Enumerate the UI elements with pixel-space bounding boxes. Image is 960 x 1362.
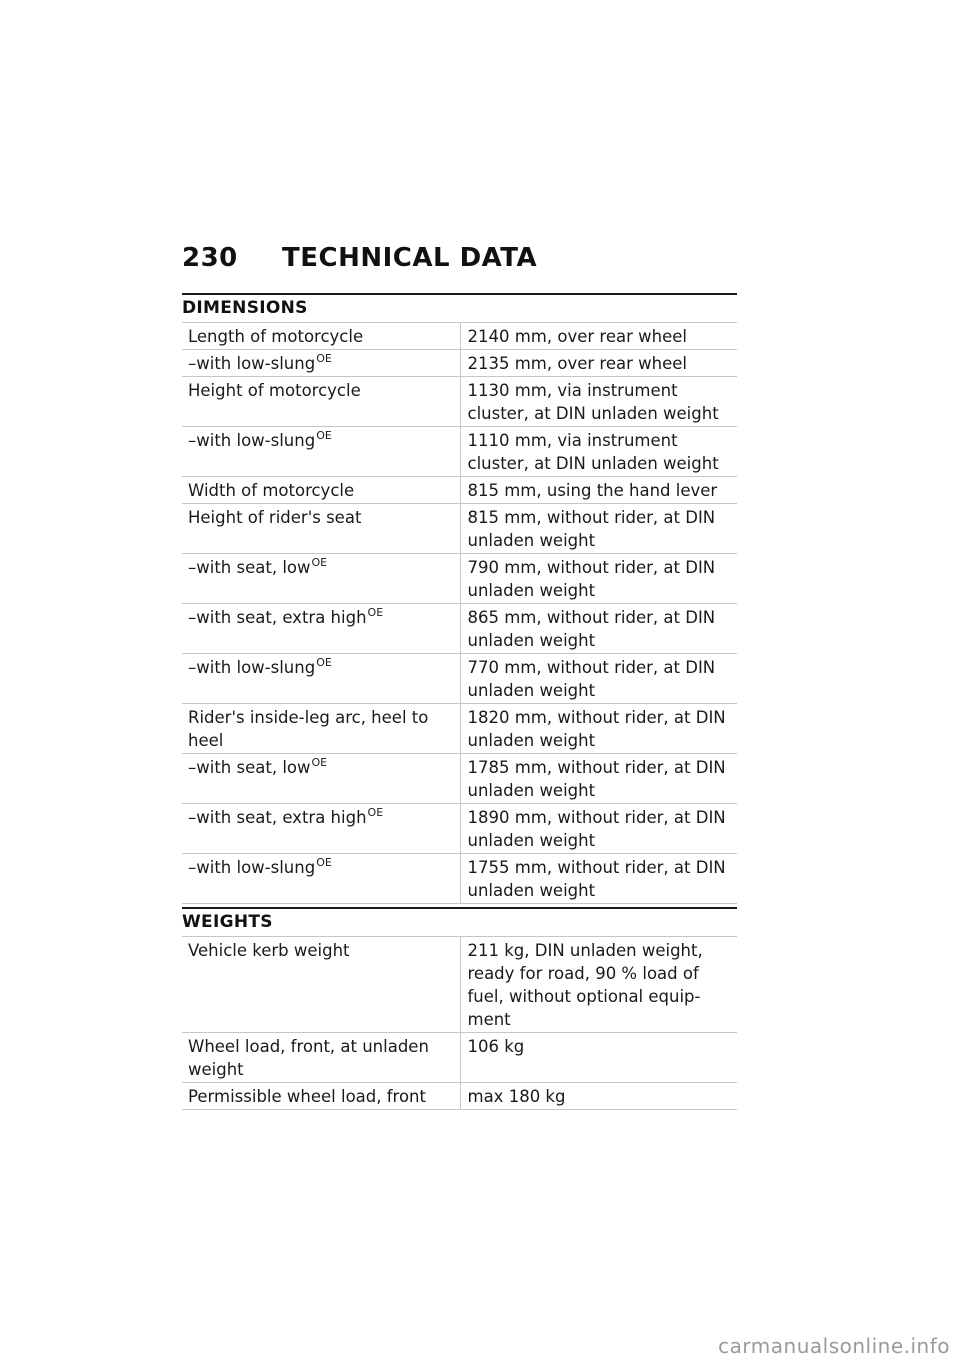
table-row bbox=[182, 604, 737, 654]
spec-value: 1890 mm, without rider, at DIN unladen weight bbox=[460, 804, 737, 854]
table-row bbox=[182, 427, 737, 477]
spec-label: –with seat, extra high bbox=[188, 608, 367, 627]
spec-value: 1110 mm, via instrument cluster, at DIN unladen weight bbox=[460, 427, 737, 477]
optional-equipment-marker: OE bbox=[316, 656, 332, 669]
optional-equipment-marker: OE bbox=[367, 806, 384, 819]
weights-section bbox=[182, 907, 737, 1110]
page-header bbox=[182, 243, 742, 279]
spec-label: –with low-slung bbox=[188, 431, 316, 450]
table-row bbox=[182, 477, 737, 504]
optional-equipment-marker: OE bbox=[367, 606, 384, 619]
spec-label-cell bbox=[182, 754, 460, 804]
optional-equipment-marker: OE bbox=[311, 556, 328, 569]
spec-label-cell bbox=[182, 1083, 460, 1110]
spec-label: –with low-slung bbox=[188, 858, 316, 877]
watermark: carmanualsonline.info bbox=[718, 1334, 950, 1358]
table-row bbox=[182, 704, 737, 754]
spec-value: 1755 mm, without rider, at DIN unladen weight bbox=[460, 854, 737, 904]
spec-label-cell bbox=[182, 377, 460, 427]
spec-value: 790 mm, without rider, at DIN unladen weight bbox=[460, 554, 737, 604]
spec-label-cell bbox=[182, 350, 460, 377]
table-row bbox=[182, 654, 737, 704]
table-row bbox=[182, 554, 737, 604]
spec-value: 2140 mm, over rear wheel bbox=[460, 323, 737, 350]
spec-value: 1820 mm, without rider, at DIN unladen weight bbox=[460, 704, 737, 754]
spec-value: max 180 kg bbox=[460, 1083, 737, 1110]
spec-value: 770 mm, without rider, at DIN unladen weight bbox=[460, 654, 737, 704]
spec-value: 106 kg bbox=[460, 1033, 737, 1083]
spec-label: Rider's inside-leg arc, heel to heel bbox=[188, 708, 429, 750]
spec-label-cell bbox=[182, 604, 460, 654]
spec-value: 815 mm, using the hand lever bbox=[460, 477, 737, 504]
table-row bbox=[182, 323, 737, 350]
spec-label-cell bbox=[182, 323, 460, 350]
table-row bbox=[182, 854, 737, 904]
table-row bbox=[182, 1083, 737, 1110]
spec-value: 2135 mm, over rear wheel bbox=[460, 350, 737, 377]
spec-label: –with low-slung bbox=[188, 658, 316, 677]
chapter-title: TECHNICAL DATA bbox=[282, 243, 538, 273]
optional-equipment-marker: OE bbox=[316, 429, 332, 442]
spec-label-cell bbox=[182, 504, 460, 554]
table-row bbox=[182, 1033, 737, 1083]
section-title-weights: WEIGHTS bbox=[182, 907, 737, 936]
dimensions-table bbox=[182, 322, 737, 904]
spec-label-cell bbox=[182, 704, 460, 754]
weights-table bbox=[182, 936, 737, 1110]
spec-label: Length of motorcycle bbox=[188, 327, 364, 346]
spec-value: 1785 mm, without rider, at DIN unladen weight bbox=[460, 754, 737, 804]
spec-value: 1130 mm, via instrument cluster, at DIN unladen weight bbox=[460, 377, 737, 427]
table-row bbox=[182, 754, 737, 804]
spec-label: –with seat, low bbox=[188, 558, 311, 577]
spec-label-cell bbox=[182, 477, 460, 504]
spec-label: Height of rider's seat bbox=[188, 508, 362, 527]
section-title-dimensions: DIMENSIONS bbox=[182, 293, 737, 322]
table-row bbox=[182, 504, 737, 554]
spec-value: 211 kg, DIN unladen weight, ready for road, 90 % load of fuel, without optional equip-ment bbox=[460, 937, 737, 1033]
spec-label-cell bbox=[182, 937, 460, 1033]
dimensions-table-body bbox=[182, 323, 737, 904]
spec-label: Vehicle kerb weight bbox=[188, 941, 350, 960]
optional-equipment-marker: OE bbox=[316, 856, 332, 869]
spec-label: Height of motorcycle bbox=[188, 381, 361, 400]
table-row bbox=[182, 937, 737, 1033]
optional-equipment-marker: OE bbox=[311, 756, 328, 769]
spec-label-cell bbox=[182, 854, 460, 904]
table-row bbox=[182, 377, 737, 427]
spec-label: –with seat, low bbox=[188, 758, 311, 777]
spec-label-cell bbox=[182, 654, 460, 704]
spec-label: Permissible wheel load, front bbox=[188, 1087, 426, 1106]
spec-label: Wheel load, front, at unladen weight bbox=[188, 1037, 429, 1079]
optional-equipment-marker: OE bbox=[316, 352, 332, 365]
spec-value: 815 mm, without rider, at DIN unladen weight bbox=[460, 504, 737, 554]
spec-label-cell bbox=[182, 1033, 460, 1083]
table-row bbox=[182, 804, 737, 854]
spec-label: –with seat, extra high bbox=[188, 808, 367, 827]
dimensions-section bbox=[182, 293, 737, 904]
spec-label-cell bbox=[182, 804, 460, 854]
spec-label-cell bbox=[182, 427, 460, 477]
table-row bbox=[182, 350, 737, 377]
spec-value: 865 mm, without rider, at DIN unladen weight bbox=[460, 604, 737, 654]
spec-label: –with low-slung bbox=[188, 354, 316, 373]
spec-label: Width of motorcycle bbox=[188, 481, 355, 500]
page-number: 230 bbox=[182, 243, 238, 273]
spec-label-cell bbox=[182, 554, 460, 604]
weights-table-body bbox=[182, 937, 737, 1110]
